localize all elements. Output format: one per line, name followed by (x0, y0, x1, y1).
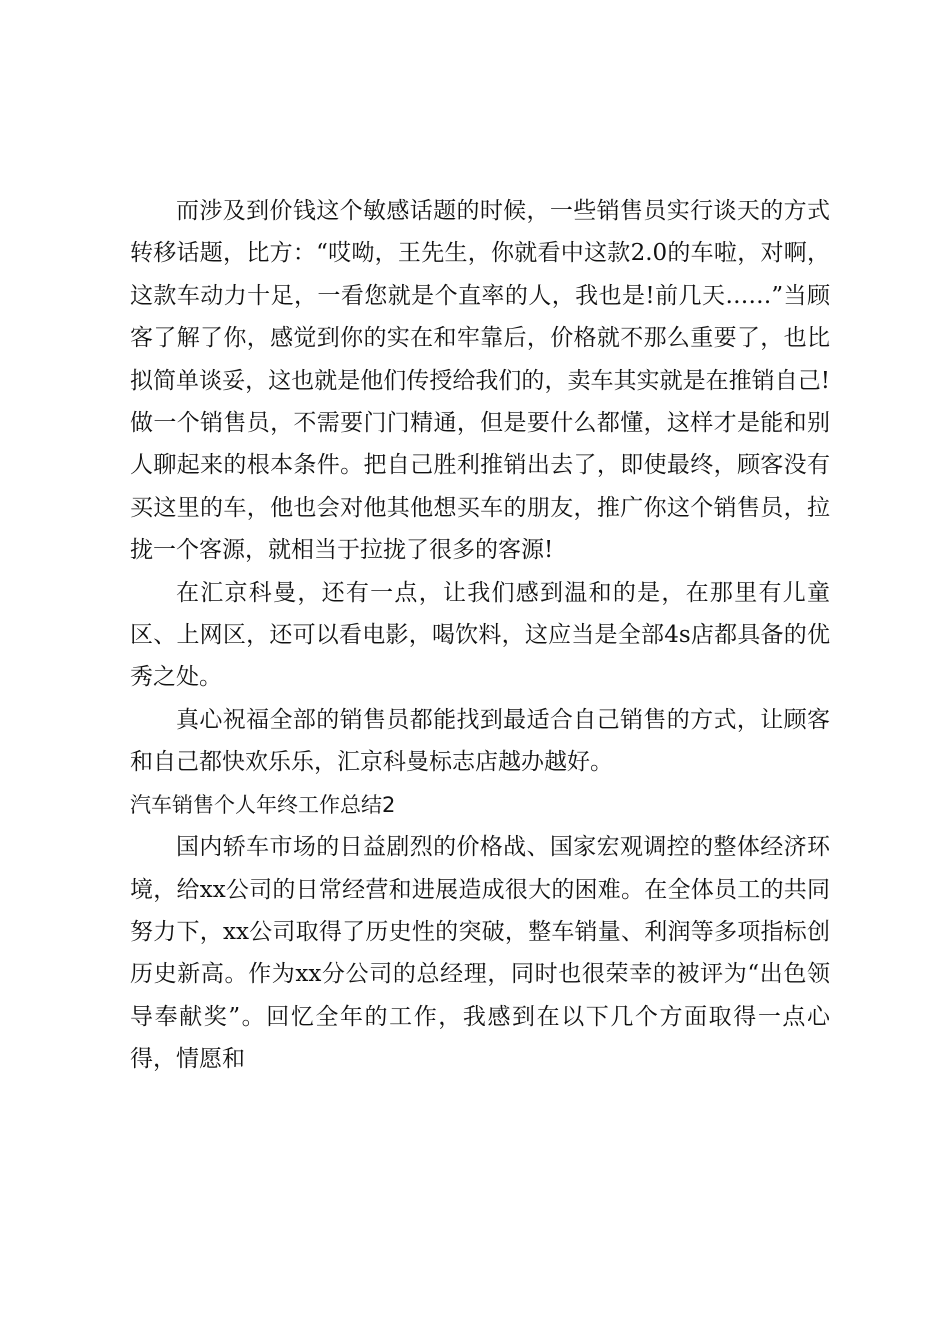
document-body (130, 190, 830, 1081)
paragraph-kids-area: 在汇京科曼，还有一点，让我们感到温和的是，在那里有儿童区、上网区，还可以看电影，喝饮料，这应当是全部4s店都具备的优秀之处。 (130, 579, 830, 691)
paragraph-market-summary: 国内轿车市场的日益剧烈的价格战、国家宏观调控的整体经济环境，给xx公司的日常经营和进展造成很大的困难。在全体员工的共同努力下，xx公司取得了历史性的突破，整车销量、利润等多项指标创历史新高。作为xx分公司的总经理，同时也很荣幸的被评为“出色领导奉献奖”。回忆全年的工作，我感到在以下几个方面取得一点心得，情愿和 (130, 834, 830, 1073)
paragraph-wishes: 真心祝福全部的销售员都能找到最适合自己销售的方式，让顾客和自己都快欢乐乐，汇京科曼标志店越办越好。 (130, 706, 830, 776)
paragraph-price-topic: 而涉及到价钱这个敏感话题的时候，一些销售员实行谈天的方式转移话题，比方：“哎呦，王先生，你就看中这款2.0的车啦，对啊，这款车动力十足，一看您就是个直率的人，我也是!前几天……”当顾客了解了你，感觉到你的实在和牢靠后，价格就不那么重要了，也比拟简单谈妥，这也就是他们传授给我们的，卖车其实就是在推销自己!做一个销售员，不需要门门精通，但是要什么都懂，这样才是能和别人聊起来的根本条件。把自己胜利推销出去了，即使最终，顾客没有买这里的车，他也会对他其他想买车的朋友，推广你这个销售员，拉拢一个客源，就相当于拉拢了很多的客源! (130, 198, 830, 564)
section-heading: 汽车销售个人年终工作总结2 (130, 792, 396, 817)
